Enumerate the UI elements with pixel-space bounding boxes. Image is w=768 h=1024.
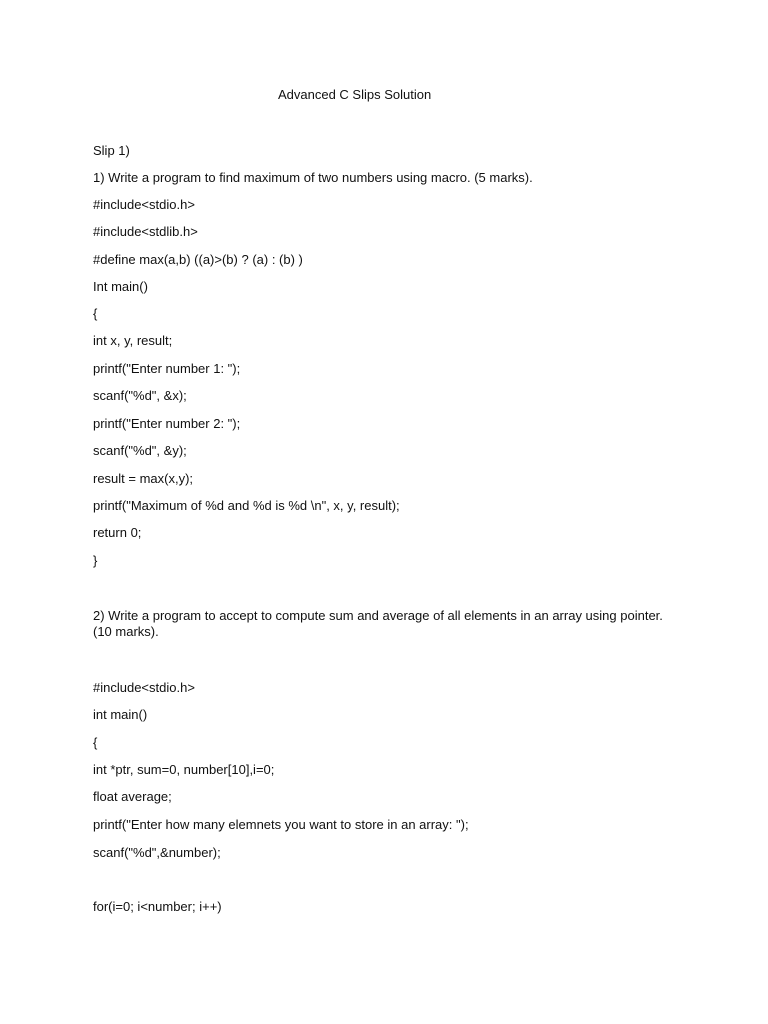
code-line: int x, y, result; <box>93 333 173 348</box>
code-line: #include<stdio.h> <box>93 680 195 695</box>
code-line: return 0; <box>93 525 142 540</box>
code-line: int main() <box>93 707 148 722</box>
code-line: scanf("%d",&number); <box>93 845 221 860</box>
code-line: printf("Enter number 2: "); <box>93 416 241 431</box>
document-title: Advanced C Slips Solution <box>278 87 432 102</box>
code-line: #define max(a,b) ((a)>(b) ? (a) : (b) ) <box>93 252 303 267</box>
slip-heading: Slip 1) <box>93 143 130 158</box>
code-line: for(i=0; i<number; i++) <box>93 899 222 914</box>
code-line: #include<stdlib.h> <box>93 224 198 239</box>
code-line: printf("Maximum of %d and %d is %d \n", x, y, result); <box>93 498 400 513</box>
code-line: scanf("%d", &y); <box>93 443 187 458</box>
code-line: int *ptr, sum=0, number[10],i=0; <box>93 762 275 777</box>
question-1: 1) Write a program to find maximum of two numbers using macro. (5 marks). <box>93 170 533 185</box>
code-line: } <box>93 553 98 568</box>
code-line: { <box>93 306 98 321</box>
code-line: Int main() <box>93 279 148 294</box>
code-line: #include<stdio.h> <box>93 197 195 212</box>
code-line: result = max(x,y); <box>93 471 194 486</box>
code-line: scanf("%d", &x); <box>93 388 187 403</box>
code-line: { <box>93 735 98 750</box>
code-line: printf("Enter number 1: "); <box>93 361 241 376</box>
question-2: 2) Write a program to accept to compute sum and average of all elements in an array using pointer. (10 marks). <box>93 608 663 639</box>
code-line: printf("Enter how many elemnets you want to store in an array: "); <box>93 817 469 832</box>
code-line: float average; <box>93 789 172 804</box>
